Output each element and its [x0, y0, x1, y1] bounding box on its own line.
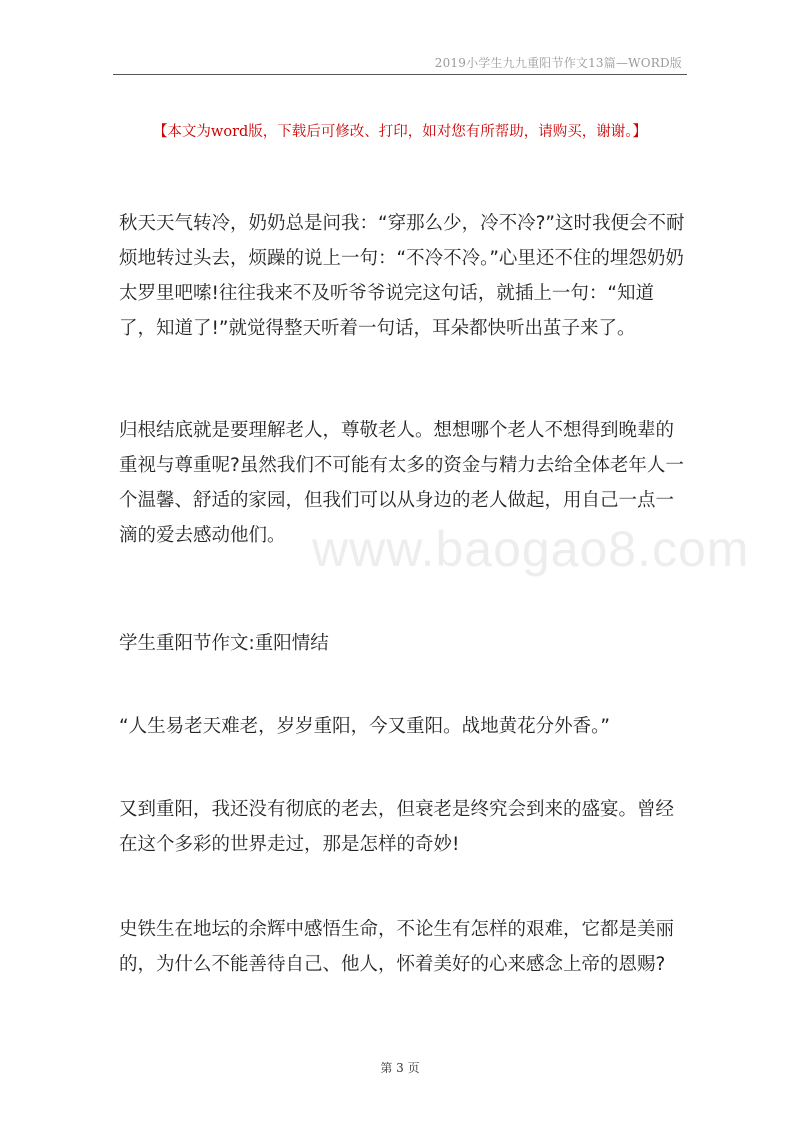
paragraph-3: 又到重阳，我还没有彻底的老去，但衰老是终究会到来的盛宴。曾经在这个多彩的世界走过，那是怎样的奇妙! [119, 799, 675, 855]
header-divider [113, 74, 687, 75]
paragraph-4: 史铁生在地坛的余辉中感悟生命，不论生有怎样的艰难，它都是美丽的，为什么不能善待自己、他人，怀着美好的心来感念上帝的恩赐? [119, 919, 675, 975]
paragraph-2: 归根结底就是要理解老人，尊敬老人。想想哪个老人不想得到晚辈的重视与尊重呢?虽然我们不可能有太多的资金与精力去给全体老年人一个温馨、舒适的家园，但我们可以从身边的老人做起，用自己一点一滴的爱去感动他们。 [119, 420, 684, 546]
page-header-title: 2019小学生九九重阳节作文13篇—WORD版 [434, 56, 682, 70]
purchase-notice: 【本文为word版，下载后可修改、打印，如对您有所帮助，请购买，谢谢。】 [152, 124, 648, 140]
paragraph-quote: “人生易老天难老，岁岁重阳，今又重阳。战地黄花分外香。” [119, 716, 610, 737]
watermark: www.baogao8.com [312, 521, 750, 577]
section-heading: 学生重阳节作文:重阳情结 [119, 633, 329, 654]
paragraph-1: 秋天天气转冷，奶奶总是问我：“穿那么少，冷不冷?”这时我便会不耐烦地转过头去，烦躁的说上一句：“不冷不冷。”心里还不住的埋怨奶奶太罗里吧嗦!往往我来不及听爷爷说完这句话，就插上一句：“知道了，知道了!”就觉得整天听着一句话，耳朵都快听出茧子来了。 [119, 213, 685, 339]
page-number: 第 3 页 [380, 1061, 420, 1075]
